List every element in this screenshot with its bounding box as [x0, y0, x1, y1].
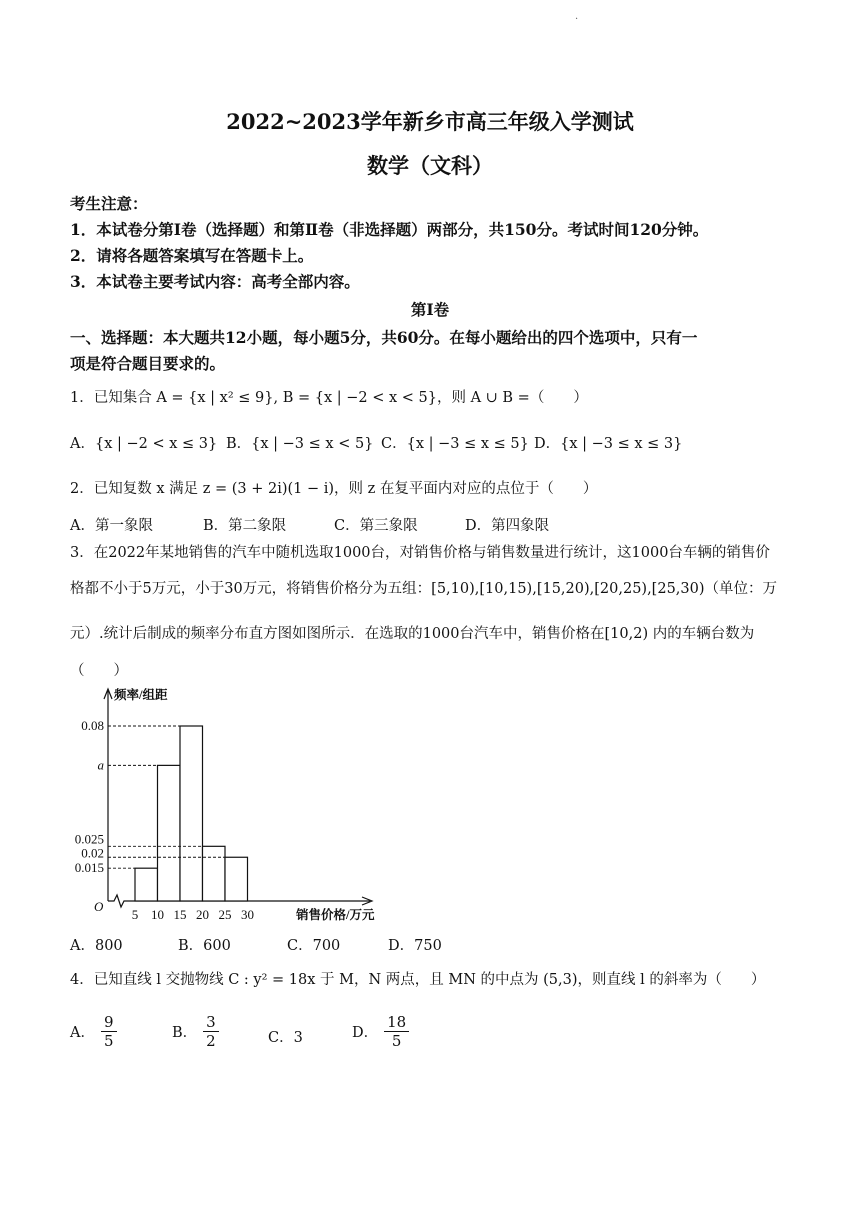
- histogram-bar: [180, 726, 203, 901]
- question-4-option-a[interactable]: [70, 1013, 117, 1050]
- histogram-bar: [158, 765, 181, 901]
- x-tick-label: 20: [196, 907, 209, 922]
- question-1-option-b[interactable]: B．{x | −3 ≤ x < 5}: [226, 436, 374, 452]
- y-axis-title: 频率/组距: [114, 688, 168, 702]
- y-tick-label: 0.025: [74, 831, 104, 847]
- y-tick-label: 0.02: [81, 845, 104, 861]
- y-tick-label: a: [97, 757, 104, 773]
- x-tick-label: 15: [173, 907, 187, 922]
- y-tick-label: 0.08: [81, 718, 104, 733]
- fraction: $\frac{3}{2}$: [203, 1013, 219, 1050]
- question-3-stem-line: 格都不小于5万元，小于30万元，将销售价格分为五组：[5,10),[10,15),[15,20),[20,25),[25,30)（单位：万: [70, 581, 778, 597]
- exam-title: 2022~2023学年新乡市高三年级入学测试: [226, 109, 634, 134]
- y-tick-label: 0.015: [74, 860, 104, 876]
- corner-mark: ·: [575, 14, 579, 25]
- question-3-option-a[interactable]: A．800: [70, 938, 123, 954]
- question-3-stem-line: （ ）: [70, 663, 128, 679]
- question-4-option-b[interactable]: [172, 1013, 219, 1050]
- option-label: B．: [172, 1025, 198, 1041]
- option-label: D．: [352, 1025, 379, 1041]
- question-4-option-c[interactable]: [268, 1026, 303, 1047]
- question-4-option-d[interactable]: [352, 1013, 409, 1050]
- notice-item: 1．本试卷分第Ⅰ卷（选择题）和第Ⅱ卷（非选择题）两部分，共150分。考试时间120分钟。: [70, 220, 709, 239]
- x-axis-title: 销售价格/万元: [296, 908, 375, 922]
- fraction: $\frac{18}{5}$: [384, 1013, 409, 1050]
- notice-item: 3．本试卷主要考试内容：高考全部内容。: [70, 272, 360, 291]
- volume-heading: 第Ⅰ卷: [410, 300, 450, 319]
- question-2-stem: 2．已知复数 x 满足 z = (3 + 2i)(1 − i)，则 z 在复平面内对应的点位于（ ）: [70, 481, 598, 497]
- section-instruction: 一、选择题：本大题共12小题，每小题5分，共60分。在每小题给出的四个选项中，只有一: [70, 328, 698, 347]
- origin-label: O: [94, 899, 104, 914]
- notice-heading: 考生注意：: [70, 194, 148, 213]
- notice-item: 2．请将各题答案填写在答题卡上。: [70, 246, 314, 265]
- option-label: C．3: [268, 1030, 303, 1046]
- question-2-option-d[interactable]: D．第四象限: [465, 518, 550, 534]
- fraction: $\frac{9}{5}$: [101, 1013, 117, 1050]
- histogram-bar: [135, 868, 158, 901]
- histogram-bar: [203, 846, 226, 901]
- question-4-stem: 4．已知直线 l 交抛物线 C : y² = 18x 于 M，N 两点，且 MN 的中点为 (5,3)，则直线 l 的斜率为（ ）: [70, 972, 766, 988]
- question-3-stem-line: 3．在2022年某地销售的汽车中随机选取1000台，对销售价格与销售数量进行统计，这1000台车辆的销售价: [70, 545, 770, 561]
- question-1-stem: 1．已知集合 A = {x | x² ≤ 9}, B = {x | −2 < x < 5}，则 A ∪ B =（ ）: [70, 390, 588, 406]
- question-2-option-c[interactable]: C．第三象限: [334, 518, 418, 534]
- question-1-option-d[interactable]: D．{x | −3 ≤ x ≤ 3}: [534, 436, 683, 452]
- question-2-option-b[interactable]: B．第二象限: [203, 518, 287, 534]
- x-tick-label: 30: [241, 907, 254, 922]
- question-2-option-a[interactable]: A．第一象限: [70, 518, 153, 534]
- x-tick-label: 10: [151, 907, 164, 922]
- x-tick-label: 5: [131, 907, 139, 922]
- frequency-histogram: [70, 685, 390, 925]
- question-3-option-c[interactable]: C．700: [287, 938, 341, 954]
- question-3-option-d[interactable]: D．750: [388, 938, 442, 954]
- question-3-stem-line: 元）.统计后制成的频率分布直方图如图所示．在选取的1000台汽车中，销售价格在[10,2) 内的车辆台数为: [70, 626, 755, 642]
- x-tick-label: 25: [218, 907, 232, 922]
- histogram-bar: [225, 857, 248, 901]
- exam-subtitle: 数学（文科）: [367, 153, 493, 178]
- section-instruction: 项是符合题目要求的。: [70, 354, 226, 373]
- question-1-option-a[interactable]: A．{x | −2 < x ≤ 3}: [70, 436, 218, 452]
- question-1-option-c[interactable]: C．{x | −3 ≤ x ≤ 5}: [381, 436, 529, 452]
- question-3-option-b[interactable]: B．600: [178, 938, 231, 954]
- option-label: A．: [70, 1025, 95, 1041]
